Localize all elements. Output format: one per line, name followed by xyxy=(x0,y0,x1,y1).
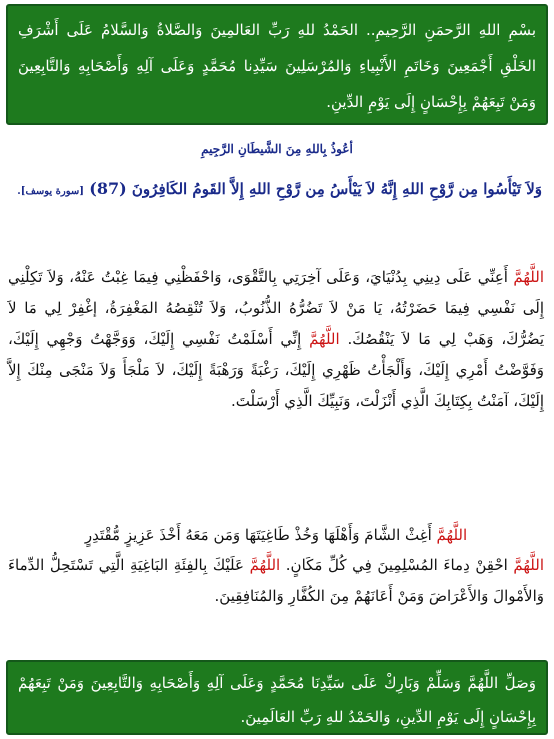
dua-3-text-a: احْقِنْ دِماءَ المُسْلِمِينَ فِي كُلِّ مَكَانٍ. xyxy=(280,556,514,574)
allahumma-word: اللَّهُمَّ xyxy=(249,556,281,574)
closing-banner xyxy=(6,660,548,735)
allahumma-word: اللَّهُمَّ xyxy=(513,268,544,286)
closing-text: وَصَلِّ اللَّهُمَّ وَسَلِّمْ وَبَارِكْ عَلَى سَيِّدِنَا مُحَمَّدٍ وَعَلَى آلِهِ وَأَصْحَابِهِ وَالتَّابِعِينَ وَمَنْ تَبِعَهُمْ بِإِحْسَانٍ إِلَى يَوْمِ الدِّينِ، وَالحَمْدُ للهِ رَبِّ العَالَمِينَ. xyxy=(18,674,536,726)
verse-text: وَلاَ تَيْأَسُوا مِن رَّوْحِ اللهِ إِنَّهُ لاَ يَيْأَسُ مِن رَّوْحِ اللهِ إِلاَّ القَومُ الكَافِرُونَ xyxy=(131,180,542,198)
dua-2-text: أَغِثْ الشَّامَ وَأَهْلَهَا وَخُذْ طَاغِيَتَهَا وَمَن مَعَهُ أَخْذَ عَزِيزٍ مُّقْتَدِرٍ xyxy=(84,526,437,544)
verse-reference: [سورة يوسف]. xyxy=(17,186,85,197)
allahumma-word: اللَّهُمَّ xyxy=(309,330,340,348)
dua-1-text-b: إِنِّي أَسْلَمْتُ نَفْسِي إِلَيْكَ، وَوَجَّهْتُ وَجْهِي إِلَيْكَ، وَفَوَّضْتُ أَمْرِي إِلَيْكَ، وَأَلْجَأْتُ ظَهْرِي إِلَيْكَ، رَغْبَةً وَرَهْبَةً إِلَيْكَ، لاَ مَلْجَأَ وَلاَ مَنْجَى مِنْكَ إِلاَّ إِلَيْكَ، آمَنْتُ بِكِتَابِكَ الَّذِي أَنْزَلْتَ، وَنَبِيِّكَ الَّذِي أَرْسَلْتَ. xyxy=(8,330,544,410)
dua-3-text-b: عَلَيْكَ بِالفِئَةِ البَاغِيَةِ الَّتِي تَسْتَحِلُّ الدِّماءَ وَالأَمْوالَ وَالأَعْرَاضَ وَمَنْ أَعَانَهُمْ مِنَ الكُفَّارِ وَالمُنَافِقِينَ. xyxy=(8,556,544,605)
allahumma-word: اللَّهُمَّ xyxy=(513,556,544,574)
verse-number: (87) xyxy=(89,179,127,198)
dua-1-text-a: أَعِنِّي عَلَى دِينِي بِدُنْيَايَ، وَعَلَى آخِرَتِي بِالتَّقْوَى، وَاحْفَظْنِي فِيمَا غِبْتُ عَنْهُ، وَلاَ تَكِلْنِي إِلَى نَفْسِي فِيمَا حَضَرْتُهُ، يَا مَنْ لاَ تَضُرُّهُ الذُّنُوبُ، وَلاَ تُنْقِصُهُ المَغْفِرَةُ، إغْفِرْ لِي مَا لاَ يَضُرُّكَ، وَهَبْ لِي مَا لاَ يَنْقُصُكَ. xyxy=(8,268,544,348)
taawwudh-line: أعُوذُ بِاللهِ مِنَ الشَّيطَانِ الرَّجِيمِ xyxy=(201,142,353,156)
opening-text: بسْمِ اللهِ الرَّحمَنِ الرَّحِيمِ.. الحَمْدُ للهِ رَبِّ العَالمِينَ وَالصَّلاةُ وَالسَّلامُ عَلَى أَشْرَفِ الخَلْقِ أَجْمَعِينَ وَخَاتَمِ الأَنْبِياءِ وَالمُرْسَلِينَ سَيِّدِنا مُحَمَّدٍ وَعَلَى آلِهِ وَأَصْحَابِهِ وَالتَّابِعِينَ وَمَنْ تَبِعَهُمْ بِإِحْسَانٍ إِلَى يَوْمِ الدِّينِ. xyxy=(18,21,536,111)
dua-paragraph-1 xyxy=(8,262,544,417)
opening-banner xyxy=(6,4,548,125)
quran-verse xyxy=(8,172,542,209)
allahumma-word: اللَّهُمَّ xyxy=(436,526,468,544)
dua-paragraph-2 xyxy=(8,520,544,551)
dua-paragraph-3 xyxy=(8,550,544,612)
